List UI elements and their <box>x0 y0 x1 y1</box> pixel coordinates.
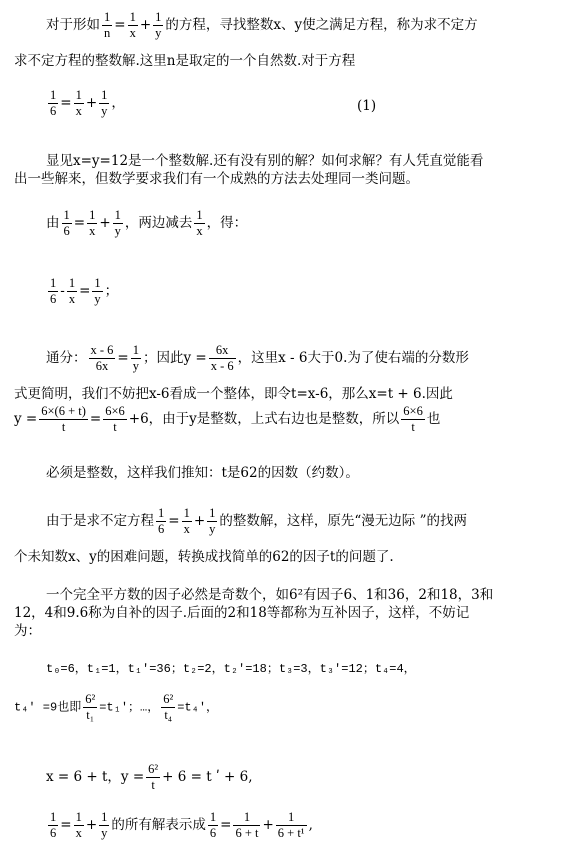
fraction <box>401 404 425 435</box>
fraction <box>209 343 236 374</box>
equals: = <box>79 283 91 299</box>
fraction <box>67 276 77 307</box>
fraction <box>102 10 112 41</box>
fraction <box>83 692 97 723</box>
denominator: t <box>113 420 117 434</box>
para-4-line-1 <box>46 343 469 374</box>
equals: = <box>220 817 232 833</box>
para-4-line-2: 式更简明，我们不妨把x-6看成一个整体，即令t=x-6，那么x=t + 6.因此 <box>14 386 453 402</box>
denominator: x <box>89 224 96 238</box>
numerator: 1 <box>68 276 76 290</box>
fraction <box>131 343 141 374</box>
text: ，两边减去 <box>124 215 193 231</box>
denominator: t <box>411 420 415 434</box>
numerator: 1 <box>209 506 216 520</box>
denominator: 6 <box>209 826 217 840</box>
numerator: 1 <box>104 10 111 24</box>
denominator: x <box>68 292 76 306</box>
denominator: 6x <box>95 359 109 373</box>
equation-1 <box>46 88 125 119</box>
text: t₄ʹ =9也即 <box>14 700 82 715</box>
text: 由 <box>46 215 60 231</box>
text: 通分： <box>46 350 87 366</box>
fraction <box>207 506 217 537</box>
plus: + <box>193 513 206 529</box>
denominator: t <box>61 420 66 434</box>
numerator: 1 <box>276 810 307 826</box>
para-5-line-2: 个未知数x、y的困难问题，转换成找简单的62的因子t的问题了. <box>14 549 394 565</box>
minus: - <box>60 283 65 299</box>
fraction <box>156 506 166 537</box>
fraction <box>48 276 58 307</box>
numerator: 1 <box>50 88 57 102</box>
numerator: 6² <box>148 762 159 776</box>
numerator: 1 <box>129 10 136 24</box>
para-4-line-3 <box>14 404 440 435</box>
numerator: 1 <box>101 810 108 824</box>
equals: = <box>117 350 129 366</box>
plus: + <box>85 95 98 111</box>
denominator: x - 6 <box>210 359 234 373</box>
fraction <box>153 10 163 41</box>
numerator: 1 <box>196 208 203 222</box>
denominator: 6 + t <box>235 826 259 840</box>
text: ； <box>104 283 119 299</box>
fraction <box>182 506 192 537</box>
numerator: 6² <box>163 692 174 706</box>
plus: + <box>262 817 274 833</box>
text: ；因此y = <box>142 350 207 366</box>
denominator: y <box>101 104 108 118</box>
fraction <box>113 208 123 239</box>
denominator: 6 <box>50 104 57 118</box>
numerator: 1 <box>63 208 70 222</box>
para-6-line-3: 为： <box>14 623 41 639</box>
text: =t₄ʹ， <box>177 700 219 715</box>
text: 的方程，寻找整数x、y使之满足方程，称为求不定方 <box>165 17 478 33</box>
equals: = <box>168 513 180 529</box>
para-3 <box>46 208 247 239</box>
numerator: 1 <box>209 810 217 824</box>
text: 的整数解，这样，原先“漫无边际 ”的找两 <box>219 513 467 529</box>
denominator: y <box>101 826 108 840</box>
para-6-line-2: 12，4和9.6称为自补的因子.后面的2和18等都称为互补因子，这样，不妨记 <box>14 605 470 621</box>
denominator: 6 <box>63 224 70 238</box>
denominator: x <box>129 26 136 40</box>
text: 对于形如 <box>46 17 100 33</box>
fraction <box>92 276 102 307</box>
text: +6，由于y是整数，上式右边也是整数，所以 <box>128 411 400 427</box>
text: 的所有解表示成 <box>111 817 206 833</box>
denominator: x <box>196 224 203 238</box>
para-1-line-1 <box>46 10 478 41</box>
fraction <box>233 810 260 841</box>
fraction <box>87 208 97 239</box>
text: x = 6 + t，y = <box>46 769 145 785</box>
para-1-line-2: 求不定方程的整数解.这里n是取定的一个自然数.对于方程 <box>14 53 356 69</box>
denominator: 6 <box>50 826 57 840</box>
denominator: t <box>151 778 155 792</box>
numerator: 1 <box>155 10 162 24</box>
fraction <box>39 404 88 435</box>
fraction <box>99 88 109 119</box>
para-4-line-4: 必须是整数，这样我们推知：t是62的因数（约数）。 <box>46 465 359 481</box>
plus: + <box>99 215 111 231</box>
equals: = <box>89 411 102 427</box>
numerator: 1 <box>114 208 121 222</box>
fraction <box>103 404 127 435</box>
fraction <box>89 343 116 374</box>
equation-2 <box>46 276 118 307</box>
denominator: t₄ <box>164 708 173 722</box>
para-5-line-1 <box>46 506 467 537</box>
text: ，得： <box>206 215 248 231</box>
numerator: 6×6 <box>403 404 423 418</box>
denominator: n <box>104 26 111 40</box>
equals: = <box>73 215 86 231</box>
numerator: 1 <box>75 88 82 102</box>
equation-3 <box>46 762 253 793</box>
denominator: 6 <box>50 292 57 306</box>
text: y = <box>14 411 38 427</box>
numerator: 1 <box>89 208 96 222</box>
equals: = <box>60 95 72 111</box>
plus: + <box>139 17 152 33</box>
fraction <box>62 208 72 239</box>
numerator: 1 <box>50 276 57 290</box>
denominator: y <box>155 26 162 40</box>
text: , <box>308 817 313 833</box>
numerator: 1 <box>101 88 108 102</box>
denominator: x <box>75 104 82 118</box>
numerator: 6² <box>85 692 96 706</box>
denominator: x <box>75 826 82 840</box>
denominator: y <box>94 292 101 306</box>
denominator: x <box>183 522 190 536</box>
equation-4 <box>46 810 313 841</box>
text: 也 <box>426 411 441 427</box>
numerator: 6x <box>209 343 236 359</box>
numerator: 1 <box>158 506 165 520</box>
numerator: 6×6 <box>105 404 125 418</box>
fraction <box>208 810 218 841</box>
denominator: 6 + t¹ <box>277 826 305 840</box>
fraction <box>276 810 307 841</box>
factor-list-line-1: t₀=6，t₁=1，t₁ʹ=36；t₂=2，t₂ʹ=18；t₃=3，t₃ʹ=12；t₄=4， <box>46 662 416 676</box>
denominator: y <box>209 522 216 536</box>
para-6-line-1: 一个完全平方数的因子必然是奇数个，如6²有因子6、1和36，2和18，3和 <box>46 587 494 603</box>
equals: = <box>114 17 126 33</box>
equals: = <box>60 817 72 833</box>
text: =t₁ʹ；…， <box>99 700 160 715</box>
fraction <box>74 810 84 841</box>
denominator: 6 <box>158 522 165 536</box>
numerator: 1 <box>183 506 190 520</box>
numerator: 1 <box>233 810 260 826</box>
equation-label: (1) <box>357 98 377 114</box>
numerator: 1 <box>132 343 139 357</box>
fraction <box>146 762 160 793</box>
fraction <box>99 810 109 841</box>
denominator: y <box>114 224 121 238</box>
fraction <box>48 810 58 841</box>
fraction <box>128 10 138 41</box>
numerator: 1 <box>75 810 82 824</box>
fraction <box>74 88 84 119</box>
numerator: x - 6 <box>90 343 114 357</box>
fraction <box>161 692 175 723</box>
factor-list-line-2 <box>14 692 218 723</box>
numerator: 1 <box>50 810 57 824</box>
fraction <box>194 208 204 239</box>
text: + 6 = t ʹ + 6, <box>162 769 253 785</box>
plus: + <box>85 817 98 833</box>
comma: ， <box>111 95 125 111</box>
numerator: 6×(6 + t) <box>41 404 86 418</box>
denominator: y <box>132 359 139 373</box>
para-2-line-1: 显见x=y=12是一个整数解.还有没有别的解？如何求解？有人凭直觉能看 <box>46 153 484 169</box>
para-2-line-2: 出一些解来，但数学要求我们有一个成熟的方法去处理同一类问题。 <box>14 171 419 187</box>
text: 由于是求不定方程 <box>46 513 154 529</box>
fraction <box>48 88 58 119</box>
denominator: t₁ <box>86 708 95 722</box>
text: ，这里x - 6大于0.为了使右端的分数形 <box>237 350 469 366</box>
numerator: 1 <box>94 276 101 290</box>
